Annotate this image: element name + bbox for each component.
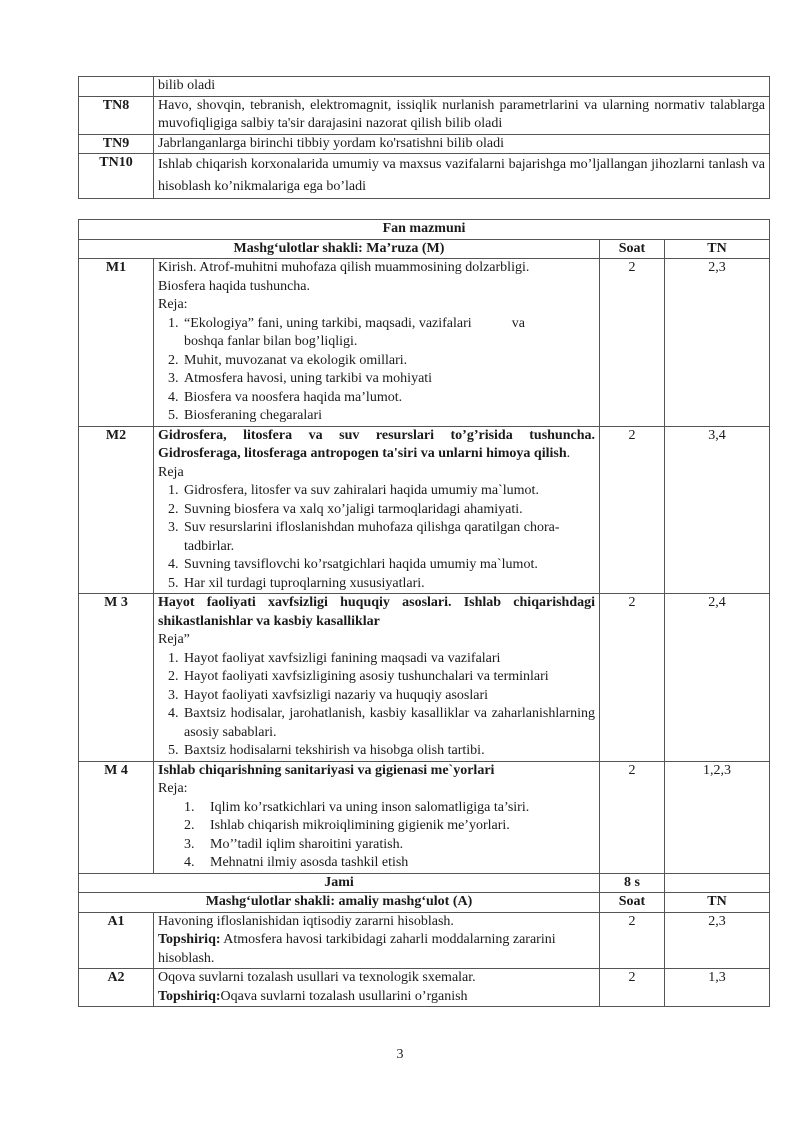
lesson-soat: 2 xyxy=(600,259,665,427)
lesson-text: Havoning ifloslanishidan iqtisodiy zararni hisoblash. xyxy=(158,913,454,929)
total-value: 8 s xyxy=(600,873,665,893)
lesson-intro: Biosfera haqida tushuncha. xyxy=(158,278,311,294)
table-row xyxy=(79,96,770,134)
list-item: 2. Muhit, muvozanat va ekologik omillari. xyxy=(182,352,595,371)
list-item: 3. Mo’’tadil iqlim sharoitini yaratish. xyxy=(198,836,595,855)
lesson-tn: 1,3 xyxy=(665,969,770,1007)
tn-code: TN9 xyxy=(79,134,154,154)
tn-code xyxy=(79,77,154,97)
tn-text: Havo, shovqin, tebranish, elektromagnit, issiqlik nurlanish parametrlarini va ularning normativ talablarga muvofiqligiga salbiy ta'sir darajasini nazorat qilish bilib oladi xyxy=(154,96,770,134)
table-row xyxy=(79,893,770,913)
lesson-title: Gidrosfera, litosfera va suv resurslari to’g’risida tushuncha. Gidrosferaga, litosferaga antropogen ta'siri va unlarni himoya qilish. xyxy=(158,427,595,461)
lesson-content xyxy=(154,426,600,594)
lesson-soat: 2 xyxy=(600,594,665,762)
lesson-soat: 2 xyxy=(600,426,665,594)
tn-text: Ishlab chiqarish korxonalarida umumiy va maxsus vazifalarni bajarishga mo’ljallangan jihozlarni tanlash va hisoblash ko’nikmalariga ega bo’ladi xyxy=(154,154,770,199)
total-empty xyxy=(665,873,770,893)
lesson-code: A1 xyxy=(79,912,154,969)
list-item: 4. Mehnatni ilmiy asosda tashkil etish xyxy=(198,854,595,873)
list-item: 4. Baxtsiz hodisalar, jarohatlanish, kasbiy kasalliklar va zaharlanishlarning asosiy sabablari. xyxy=(182,705,595,742)
list-item: 4. Biosfera va noosfera haqida ma’lumot. xyxy=(182,389,595,408)
lesson-title: Ishlab chiqarishning sanitariyasi va gigienasi me`yorlari xyxy=(158,762,495,778)
list-item: 1. Gidrosfera, litosfer va suv zahiralari haqida umumiy ma`lumot. xyxy=(182,482,595,501)
table-row xyxy=(79,969,770,1007)
reja-label: Reja xyxy=(158,464,184,480)
lecture-header: Mashg‘ulotlar shakli: Ma’ruza (M) xyxy=(79,239,600,259)
lesson-content xyxy=(154,761,600,873)
lesson-intro: Kirish. Atrof-muhitni muhofaza qilish muammosining dolzarbligi. xyxy=(158,260,530,275)
fan-mazmuni-table xyxy=(78,219,770,1007)
lesson-code: M2 xyxy=(79,426,154,594)
lesson-content xyxy=(154,594,600,762)
table-row xyxy=(79,426,770,594)
reja-label: Reja” xyxy=(158,632,190,647)
lesson-text: Oqova suvlarni tozalash usullari va texnologik sxemalar. xyxy=(158,970,476,985)
reja-label: Reja: xyxy=(158,781,188,796)
tn-text: Jabrlanganlarga birinchi tibbiy yordam ko'rsatishni bilib oladi xyxy=(154,134,770,154)
table-row xyxy=(79,154,770,199)
table-row xyxy=(79,239,770,259)
lesson-tn: 3,4 xyxy=(665,426,770,594)
table-row xyxy=(79,873,770,893)
task: Topshiriq:Oqava suvlarni tozalash usullarini o’rganish xyxy=(158,988,468,1004)
lesson-content xyxy=(154,969,600,1007)
plan-list xyxy=(158,315,595,426)
list-item: 1. Hayot faoliyat xavfsizligi fanining maqsadi va vazifalari xyxy=(182,650,595,669)
lesson-content xyxy=(154,912,600,969)
list-item: 5. Baxtsiz hodisalarni tekshirish va hisobga olish tartibi. xyxy=(182,742,595,761)
lesson-soat: 2 xyxy=(600,761,665,873)
page-number: 3 xyxy=(396,1047,404,1062)
list-item: 3. Hayot faoliyati xavfsizligi nazariy va huquqiy asoslari xyxy=(182,687,595,706)
lesson-tn: 2,3 xyxy=(665,259,770,427)
tn-header: TN xyxy=(665,893,770,913)
list-item: 1. Iqlim ko’rsatkichlari va uning inson salomatligiga ta’siri. xyxy=(198,799,595,818)
table-row xyxy=(79,912,770,969)
lesson-soat: 2 xyxy=(600,969,665,1007)
lesson-tn: 2,4 xyxy=(665,594,770,762)
plan-list xyxy=(158,799,595,873)
list-item: 3. Atmosfera havosi, uning tarkibi va mohiyati xyxy=(182,370,595,389)
lesson-code: A2 xyxy=(79,969,154,1007)
lesson-tn: 1,2,3 xyxy=(665,761,770,873)
lesson-code: M 3 xyxy=(79,594,154,762)
lesson-content xyxy=(154,259,600,427)
soat-header: Soat xyxy=(600,893,665,913)
list-item: 2. Suvning biosfera va xalq xo’jaligi tarmoqlaridagi ahamiyati. xyxy=(182,501,595,520)
lesson-code: M 4 xyxy=(79,761,154,873)
table-row xyxy=(79,761,770,873)
lesson-soat: 2 xyxy=(600,912,665,969)
list-item: 5. Biosferaning chegaralari xyxy=(182,407,595,426)
reja-label: Reja: xyxy=(158,297,188,312)
section-title: Fan mazmuni xyxy=(79,220,770,240)
list-item: 4. Suvning tavsiflovchi ko’rsatgichlari haqida umumiy ma`lumot. xyxy=(182,556,595,575)
table-row xyxy=(79,259,770,427)
list-item: 1. “Ekologiya” fani, uning tarkibi, maqsadi, vazifalari va boshqa fanlar bilan bog’liqligi. xyxy=(182,315,595,352)
plan-list xyxy=(158,650,595,761)
soat-header: Soat xyxy=(600,239,665,259)
list-item: 2. Hayot faoliyati xavfsizligining asosiy tushunchalari va terminlari xyxy=(182,668,595,687)
lesson-title: Hayot faoliyati xavfsizligi huquqiy asoslari. Ishlab chiqarishdagi shikastlanishlar va kasbiy kasalliklar xyxy=(158,595,595,629)
table-row xyxy=(79,220,770,240)
list-item: 5. Har xil turdagi tuproqlarning xususiyatlari. xyxy=(182,575,595,594)
total-label: Jami xyxy=(79,873,600,893)
plan-list xyxy=(158,482,595,593)
lesson-tn: 2,3 xyxy=(665,912,770,969)
tn-table xyxy=(78,76,770,199)
task: Topshiriq: Atmosfera havosi tarkibidagi zaharli moddalarning zararini hisoblash. xyxy=(158,932,556,966)
table-row xyxy=(79,594,770,762)
list-item: 2. Ishlab chiqarish mikroiqlimining gigienik me’yorlari. xyxy=(198,817,595,836)
table-row xyxy=(79,77,770,97)
list-item: 3. Suv resurslarini ifloslanishdan muhofaza qilishga qaratilgan chora-tadbirlar. xyxy=(182,519,595,556)
tn-text: bilib oladi xyxy=(154,77,770,97)
tn-code: TN8 xyxy=(79,96,154,134)
table-row xyxy=(79,134,770,154)
practical-header: Mashg‘ulotlar shakli: amaliy mashg‘ulot (A) xyxy=(79,893,600,913)
lesson-code: M1 xyxy=(79,259,154,427)
tn-code: TN10 xyxy=(79,154,154,199)
tn-header: TN xyxy=(665,239,770,259)
